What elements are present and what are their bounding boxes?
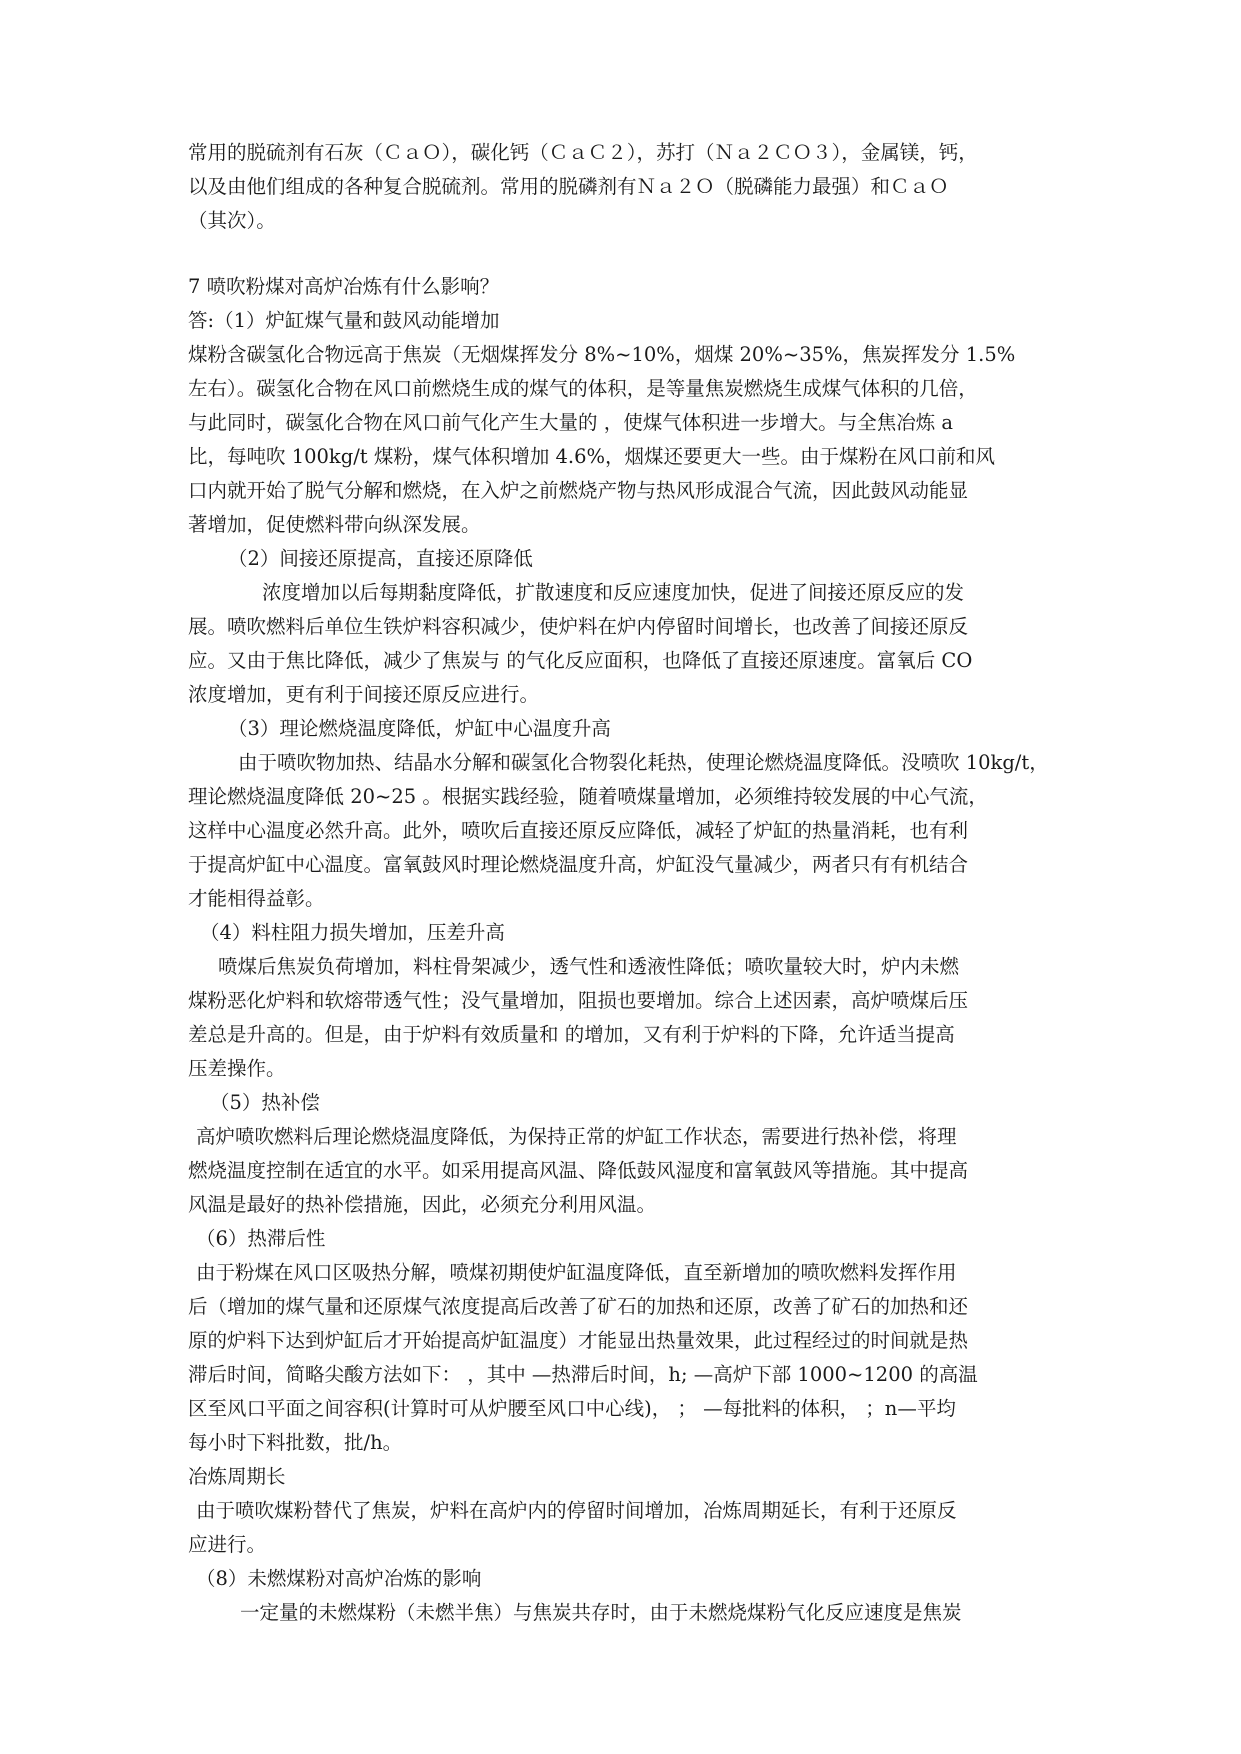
text-line: 浓度增加以后每期黏度降低，扩散速度和反应速度加快，促进了间接还原反应的发	[262, 581, 965, 604]
text-line: 由于粉煤在风口区吸热分解，喷煤初期使炉缸温度降低，直至新增加的喷吹燃料发挥作用	[196, 1261, 957, 1284]
text-line: 滞后时间，简略尖酸方法如下： ，其中 —热滞后时间，h; —高炉下部 1000~1200 的高温	[188, 1363, 978, 1386]
text-line: 展。喷吹燃料后单位生铁炉料容积减少，使炉料在炉内停留时间增长，也改善了间接还原反	[188, 615, 969, 638]
section-heading: 7 喷吹粉煤对高炉冶炼有什么影响？	[188, 275, 500, 298]
text-line: 原的炉料下达到炉缸后才开始提高炉缸温度）才能显出热量效果，此过程经过的时间就是热	[188, 1329, 969, 1352]
subheading: 冶炼周期长	[188, 1465, 286, 1488]
subheading: （8）未燃煤粉对高炉冶炼的影响	[196, 1567, 482, 1590]
text-line: 与此同时，碳氢化合物在风口前气化产生大量的 ，使煤气体积进一步增大。与全焦冶炼 a	[188, 411, 954, 434]
text-line: 压差操作。	[188, 1057, 286, 1080]
text-line: 煤粉恶化炉料和软熔带透气性；没气量增加，阻损也要增加。综合上述因素，高炉喷煤后压	[188, 989, 969, 1012]
text-line: 高炉喷吹燃料后理论燃烧温度降低，为保持正常的炉缸工作状态，需要进行热补偿，将理	[196, 1125, 957, 1148]
text-line: 比，每吨吹 100kg/t 煤粉，煤气体积增加 4.6%，烟煤还要更大一些。由于煤粉在风口前和风	[188, 445, 996, 468]
text-line: 煤粉含碳氢化合物远高于焦炭（无烟煤挥发分 8%~10%，烟煤 20%~35%，焦炭挥发分 1.5%	[188, 343, 1016, 366]
text-line: 理论燃烧温度降低 20~25 。根据实践经验，随着喷煤量增加，必须维持较发展的中心气流，	[188, 785, 988, 808]
text-line: 著增加，促使燃料带向纵深发展。	[188, 513, 481, 536]
text-line: 每小时下料批数，批/h。	[188, 1431, 403, 1454]
answer-subheading: 答:（1）炉缸煤气量和鼓风动能增加	[188, 309, 500, 332]
text-line: 左右）。碳氢化合物在风口前燃烧生成的煤气的体积，是等量焦炭燃烧生成煤气体积的几倍，	[188, 377, 978, 400]
text-line: 风温是最好的热补偿措施，因此，必须充分利用风温。	[188, 1193, 657, 1216]
text-line: 一定量的未燃煤粉（未燃半焦）与焦炭共存时，由于未燃烧煤粉气化反应速度是焦炭	[240, 1601, 962, 1624]
text-line: 应。又由于焦比降低，减少了焦炭与 的气化反应面积，也降低了直接还原速度。富氧后 CO	[188, 649, 973, 672]
text-line: 常用的脱硫剂有石灰（ＣａＯ），碳化钙（ＣａＣ２），苏打（Ｎａ２ＣＯ３），金属镁，钙，	[188, 141, 978, 164]
subheading: （2）间接还原提高，直接还原降低	[228, 547, 533, 570]
text-line: 喷煤后焦炭负荷增加，料柱骨架减少，透气性和透液性降低；喷吹量较大时，炉内未燃	[218, 955, 960, 978]
text-line: 燃烧温度控制在适宜的水平。如采用提高风温、降低鼓风湿度和富氧鼓风等措施。其中提高	[188, 1159, 969, 1182]
subheading: （4）料柱阻力损失增加，压差升高	[200, 921, 505, 944]
text-line: 于提高炉缸中心温度。富氧鼓风时理论燃烧温度升高，炉缸没气量减少，两者只有有机结合	[188, 853, 969, 876]
text-line: 以及由他们组成的各种复合脱硫剂。常用的脱磷剂有Ｎａ２Ｏ（脱磷能力最强）和ＣａＯ	[188, 175, 949, 198]
text-line: 口内就开始了脱气分解和燃烧，在入炉之前燃烧产物与热风形成混合气流，因此鼓风动能显	[188, 479, 969, 502]
text-line: （其次）。	[188, 209, 276, 232]
text-line: 浓度增加，更有利于间接还原反应进行。	[188, 683, 540, 706]
text-line: 区至风口平面之间容积(计算时可从炉腰至风口中心线)， ； —每批料的体积， ；n—平均	[188, 1397, 956, 1420]
subheading: （6）热滞后性	[196, 1227, 326, 1250]
text-line: 后（增加的煤气量和还原煤气浓度提高后改善了矿石的加热和还原，改善了矿石的加热和还	[188, 1295, 969, 1318]
text-line: 应进行。	[188, 1533, 267, 1556]
text-line: 差总是升高的。但是，由于炉料有效质量和 的增加，又有利于炉料的下降，允许适当提高	[188, 1023, 955, 1046]
text-line: 由于喷吹煤粉替代了焦炭，炉料在高炉内的停留时间增加，冶炼周期延长，有利于还原反	[196, 1499, 957, 1522]
text-line: 由于喷吹物加热、结晶水分解和碳氢化合物裂化耗热，使理论燃烧温度降低。没喷吹 10kg/t，	[238, 751, 1049, 774]
subheading: （3）理论燃烧温度降低，炉缸中心温度升高	[228, 717, 611, 740]
subheading: （5）热补偿	[210, 1091, 320, 1114]
text-line: 这样中心温度必然升高。此外，喷吹后直接还原反应降低，减轻了炉缸的热量消耗，也有利	[188, 819, 969, 842]
text-line: 才能相得益彰。	[188, 887, 325, 910]
